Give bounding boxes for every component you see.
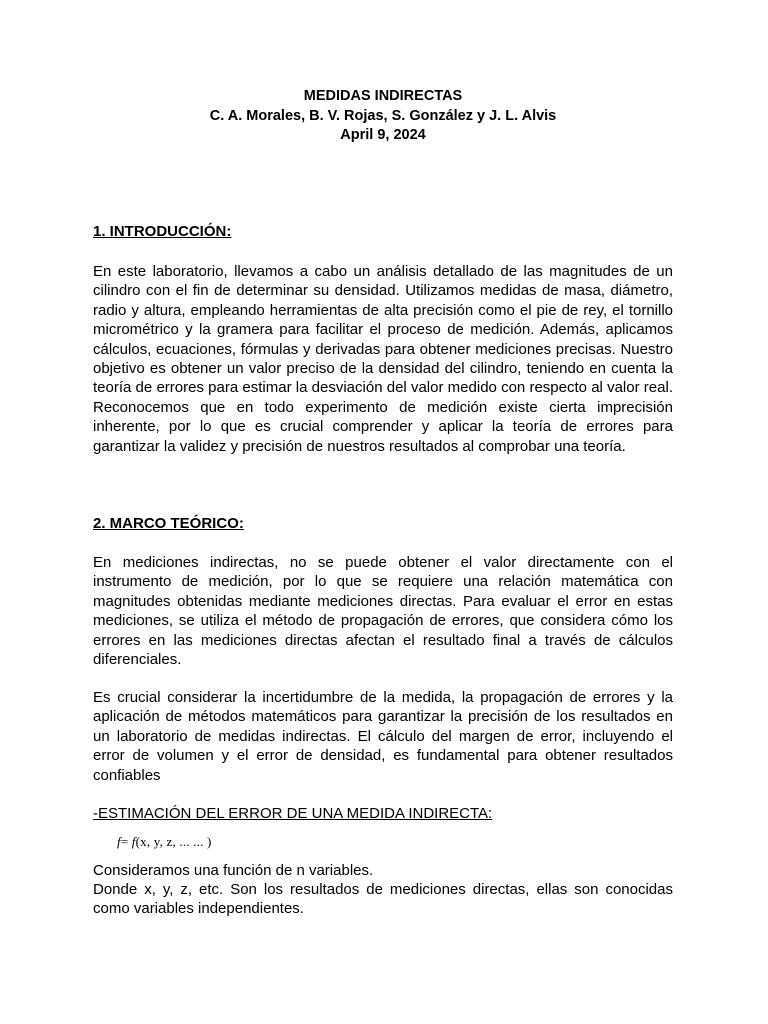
marco-paragraph-1: En mediciones indirectas, no se puede obtener el valor directamente con el instrumento de medición, por lo que se requiere una relación matemática con magnitudes obtenidas mediante mediciones directas. Para evaluar el error en estas mediciones, se utiliza el método de propagación de errores, que considera cómo los errores en las mediciones directas afectan el resultado final a través de cálculos diferenciales. xyxy=(93,554,673,669)
section-heading-marco-teorico: 2. MARCO TEÓRICO: xyxy=(93,515,244,532)
intro-paragraph: En este laboratorio, llevamos a cabo un análisis detallado de las magnitudes de un cilindro con el fin de determinar su densidad. Utilizamos medidas de masa, diámetro, radio y altura, empleando herramientas de alta precisión como el pie de rey, el tornillo micrométrico y la gramera para facilitar el proceso de medición. Además, aplicamos cálculos, ecuaciones, fórmulas y derivadas para obtener mediciones precisas. Nuestro objetivo es obtener un valor preciso de la densidad del cilindro, teniendo en cuenta la teoría de errores para estimar la desviación del valor medido con respecto al valor real. Reconocemos que en todo experimento de medición existe cierta imprecisión inherente, por lo que es crucial comprender y aplicar la teoría de errores para garantizar la validez y precisión de nuestros resultados al comprobar una teoría. xyxy=(93,263,673,455)
section-heading-introduccion: 1. INTRODUCCIÓN: xyxy=(93,223,232,240)
formula-arguments: (x, y, z, ... ... ) xyxy=(135,834,212,849)
estimacion-line-1: Consideramos una función de n variables. xyxy=(93,862,374,879)
formula-lhs: f xyxy=(117,834,121,849)
document-header xyxy=(93,87,673,146)
formula-equals: = xyxy=(120,834,132,849)
document-authors: C. A. Morales, B. V. Rojas, S. González y J. L. Alvis xyxy=(209,107,557,124)
document-date: April 9, 2024 xyxy=(340,127,426,143)
estimacion-line-2: Donde x, y, z, etc. Son los resultados de mediciones directas, ellas son conocidas como variables independientes. xyxy=(93,881,673,918)
document-title: MEDIDAS INDIRECTAS xyxy=(303,88,463,104)
formula-function: f xyxy=(131,834,136,849)
function-formula xyxy=(117,834,212,850)
estimacion-subheading: -ESTIMACIÓN DEL ERROR DE UNA MEDIDA INDIRECTA: xyxy=(93,805,493,822)
marco-paragraph-2: Es crucial considerar la incertidumbre de la medida, la propagación de errores y la aplicación de métodos matemáticos para garantizar la precisión de los resultados en un laboratorio de medidas indirectas. El cálculo del margen de error, incluyendo el error de volumen y el error de densidad, es fundamental para obtener resultados confiables xyxy=(93,689,673,784)
